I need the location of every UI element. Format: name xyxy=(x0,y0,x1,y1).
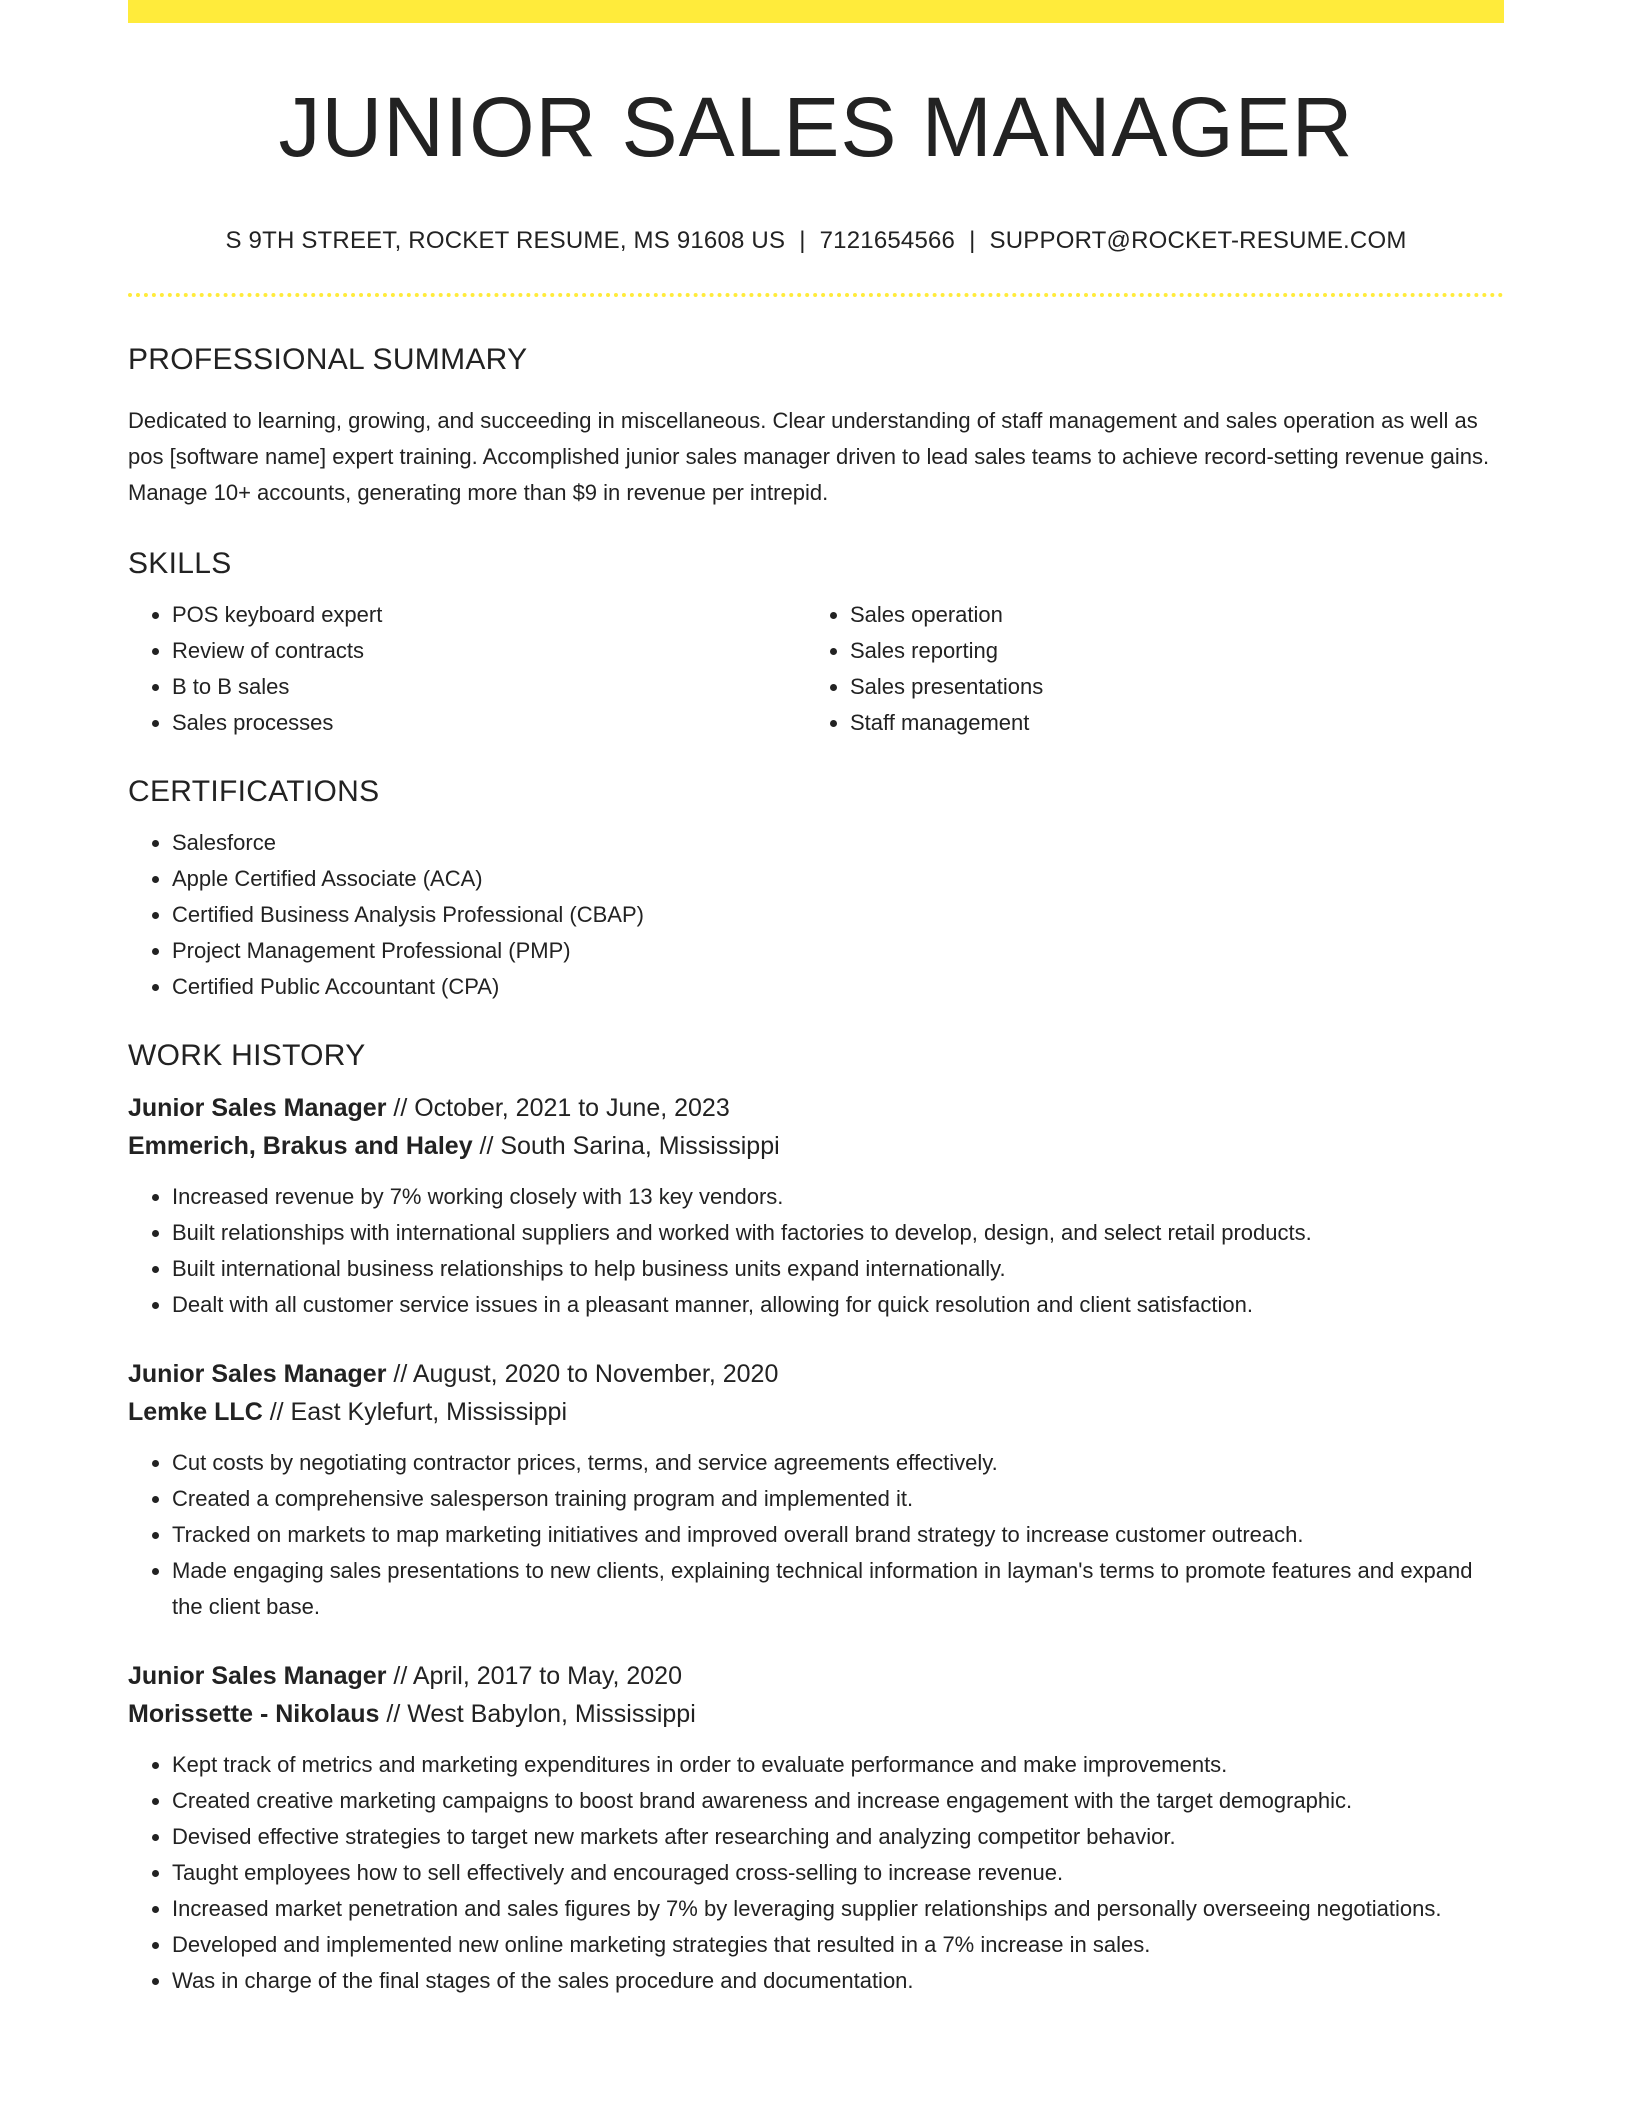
job-location: // East Kylefurt, Mississippi xyxy=(262,1398,568,1426)
job-company-line xyxy=(128,1127,1504,1165)
job-dates: // April, 2017 to May, 2020 xyxy=(386,1662,682,1690)
job-company: Morissette - Nikolaus xyxy=(128,1700,380,1728)
skills-columns xyxy=(128,597,1504,741)
skill-item: • Sales presentations xyxy=(850,669,1484,705)
skill-item: • POS keyboard expert xyxy=(172,597,806,633)
job-bullet: • Cut costs by negotiating contractor prices, terms, and service agreements effectively. xyxy=(172,1445,1504,1481)
job-company: Lemke LLC xyxy=(128,1398,263,1426)
skills-list-right xyxy=(806,597,1484,741)
job-bullet: • Kept track of metrics and marketing expenditures in order to evaluate performance and make improvements. xyxy=(172,1747,1504,1783)
contact-address: S 9TH STREET, ROCKET RESUME, MS 91608 US xyxy=(225,227,786,254)
job-bullet: • Dealt with all customer service issues in a pleasant manner, allowing for quick resolution and client satisfaction. xyxy=(172,1287,1504,1323)
job-bullet: • Was in charge of the final stages of the sales procedure and documentation. xyxy=(172,1963,1504,1999)
skill-item: • Sales operation xyxy=(850,597,1484,633)
job-role-line xyxy=(128,1355,1504,1393)
job-bullet: • Built international business relationships to help business units expand internationally. xyxy=(172,1251,1504,1287)
job-bullet: • Devised effective strategies to target new markets after researching and analyzing competitor behavior. xyxy=(172,1819,1504,1855)
job-company: Emmerich, Brakus and Haley xyxy=(128,1132,473,1160)
skills-column-left xyxy=(128,597,806,741)
contact-line xyxy=(128,227,1504,255)
contact-separator: | xyxy=(799,227,806,254)
dotted-divider xyxy=(128,293,1504,297)
skills-column-right xyxy=(806,597,1484,741)
accent-bar xyxy=(128,0,1504,23)
job-dates: // August, 2020 to November, 2020 xyxy=(386,1360,779,1388)
job-role: Junior Sales Manager xyxy=(128,1094,387,1122)
job-entry xyxy=(128,1355,1504,1625)
job-bullets xyxy=(128,1445,1504,1625)
job-bullet: • Created creative marketing campaigns to boost brand awareness and increase engagement with the target demographic. xyxy=(172,1783,1504,1819)
contact-separator: | xyxy=(969,227,976,254)
certification-item: • Salesforce xyxy=(172,825,1504,861)
skill-item: • Review of contracts xyxy=(172,633,806,669)
job-company-line xyxy=(128,1393,1504,1431)
skills-list-left xyxy=(128,597,806,741)
job-role: Junior Sales Manager xyxy=(128,1662,387,1690)
job-bullet: • Built relationships with international suppliers and worked with factories to develop, design, and select retail products. xyxy=(172,1215,1504,1251)
skills-title: SKILLS xyxy=(128,547,232,580)
job-bullet: • Tracked on markets to map marketing initiatives and improved overall brand strategy to increase customer outreach. xyxy=(172,1517,1504,1553)
certification-item: • Certified Public Accountant (CPA) xyxy=(172,969,1504,1005)
skill-item: • Sales reporting xyxy=(850,633,1484,669)
job-entry xyxy=(128,1089,1504,1323)
job-bullet: • Taught employees how to sell effectively and encouraged cross-selling to increase revenue. xyxy=(172,1855,1504,1891)
job-role: Junior Sales Manager xyxy=(128,1360,387,1388)
skill-item: • B to B sales xyxy=(172,669,806,705)
certifications-title: CERTIFICATIONS xyxy=(128,775,380,808)
contact-email: SUPPORT@ROCKET-RESUME.COM xyxy=(989,227,1407,254)
job-location: // West Babylon, Mississippi xyxy=(379,1700,696,1728)
resume-page xyxy=(128,0,1504,1999)
job-bullet: • Increased revenue by 7% working closely with 13 key vendors. xyxy=(172,1179,1504,1215)
job-bullet: • Increased market penetration and sales figures by 7% by leveraging supplier relationships and personally overseeing negotiations. xyxy=(172,1891,1504,1927)
job-bullet: • Made engaging sales presentations to new clients, explaining technical information in layman's terms to promote features and expand the client base. xyxy=(172,1553,1504,1625)
contact-phone: 7121654566 xyxy=(819,227,956,254)
certification-item: • Project Management Professional (PMP) xyxy=(172,933,1504,969)
job-location: // South Sarina, Mississippi xyxy=(472,1132,780,1160)
skill-item: • Staff management xyxy=(850,705,1484,741)
certifications-list xyxy=(128,825,1504,1005)
skill-item: • Sales processes xyxy=(172,705,806,741)
job-company-line xyxy=(128,1695,1504,1733)
certification-item: • Certified Business Analysis Professional (CBAP) xyxy=(172,897,1504,933)
job-role-line xyxy=(128,1089,1504,1127)
job-dates: // October, 2021 to June, 2023 xyxy=(386,1094,730,1122)
work-history-title: WORK HISTORY xyxy=(128,1039,366,1072)
job-bullets xyxy=(128,1179,1504,1323)
summary-text: Dedicated to learning, growing, and succeeding in miscellaneous. Clear understanding of staff management and sales operation as well as pos [software name] expert training. Accomplished junior sales manager driven to lead sales teams to achieve record-setting revenue gains. Manage 10+ accounts, generating more than $9 in revenue per intrepid. xyxy=(128,408,1490,505)
job-role-line xyxy=(128,1657,1504,1695)
job-bullet: • Created a comprehensive salesperson training program and implemented it. xyxy=(172,1481,1504,1517)
summary-title: PROFESSIONAL SUMMARY xyxy=(128,343,528,376)
resume-name: JUNIOR SALES MANAGER xyxy=(278,80,1354,174)
certification-item: • Apple Certified Associate (ACA) xyxy=(172,861,1504,897)
job-entry xyxy=(128,1657,1504,1999)
job-bullets xyxy=(128,1747,1504,1999)
job-bullet: • Developed and implemented new online marketing strategies that resulted in a 7% increase in sales. xyxy=(172,1927,1504,1963)
